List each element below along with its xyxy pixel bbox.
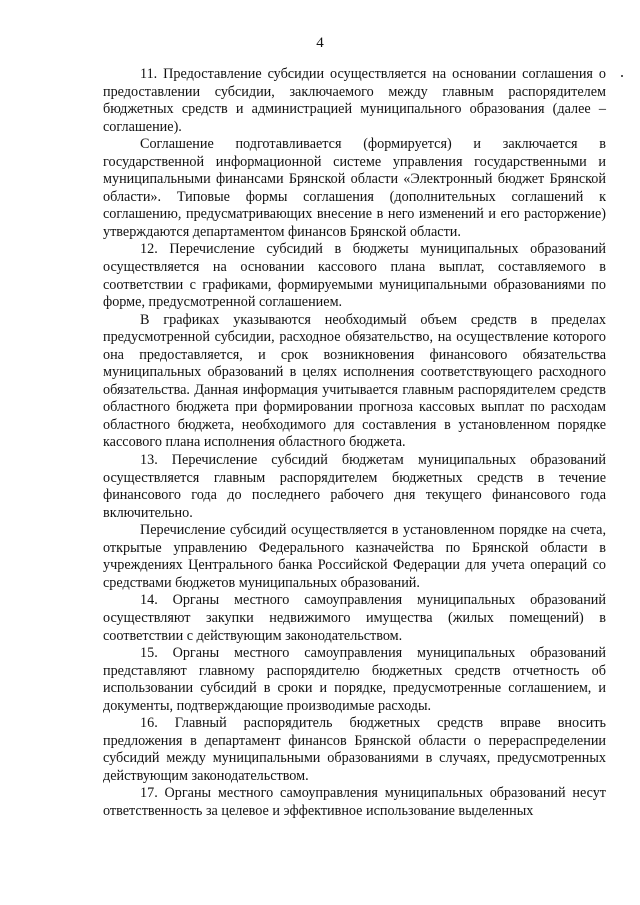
paragraph-11: 11. Предоставление субсидии осуществляется на основании соглашения о предоставлении субсидии, заключаемого между главным распорядителем бюджетных средств и администрацией муниципального образования (далее – соглашение).: [103, 66, 606, 135]
document-body: [103, 66, 606, 821]
paragraph-transfer: Перечисление субсидий осуществляется в установленном порядке на счета, открытые управлению Федерального казначейства по Брянской области в учреждениях Центрального банка Российской Федерации для учета операций со средствами бюджетов муниципальных образований.: [103, 522, 606, 591]
paragraph-13: 13. Перечисление субсидий бюджетам муниципальных образований осуществляется главным распорядителем бюджетных средств в течение финансового года до последнего рабочего дня текущего финансового года включительно.: [103, 452, 606, 521]
margin-mark: [621, 75, 623, 77]
paragraph-17: 17. Органы местного самоуправления муниципальных образований несут ответственность за целевое и эффективное использование выделенных: [103, 785, 606, 819]
paragraph-15: 15. Органы местного самоуправления муниципальных образований представляют главному распорядителю бюджетных средств отчетность об использовании субсидий в сроки и порядке, предусмотренные соглашением, и документы, подтверждающие производимые расходы.: [103, 645, 606, 714]
paragraph-agreement: Соглашение подготавливается (формируется) и заключается в государственной информационной системе управления государственными и муниципальными финансами Брянской области «Электронный бюджет Брянской области». Типовые формы соглашения (дополнительных соглашений к соглашению, предусматривающих внесение в него изменений и его расторжение) утверждаются департаментом финансов Брянской области.: [103, 136, 606, 240]
paragraph-schedules: В графиках указываются необходимый объем средств в пределах предусмотренной субсидии, расходное обязательство, на осуществление которого она предоставляется, и срок возникновения финансового обязательства муниципальных образований в целях исполнения соответствующего расходного обязательства. Данная информация учитывается главным распорядителем средств областного бюджета при формировании прогноза кассовых выплат по расходам областного бюджета, необходимого для составления в установленном порядке кассового плана исполнения областного бюджета.: [103, 311, 606, 451]
page-number: 4: [316, 35, 324, 51]
paragraph-16: 16. Главный распорядитель бюджетных средств вправе вносить предложения в департамент финансов Брянской области о перераспределении субсидий между муниципальными образованиями в случаях, предусмотренных действующим законодательством.: [103, 715, 606, 784]
paragraph-12: 12. Перечисление субсидий в бюджеты муниципальных образований осуществляется на основании кассового плана выплат, составляемого в соответствии с графиками, формируемыми муниципальными образованиями по форме, предусмотренной соглашением.: [103, 241, 606, 311]
paragraph-14: 14. Органы местного самоуправления муниципальных образований осуществляют закупки недвижимого имущества (жилых помещений) в соответствии с действующим законодательством.: [103, 592, 606, 644]
